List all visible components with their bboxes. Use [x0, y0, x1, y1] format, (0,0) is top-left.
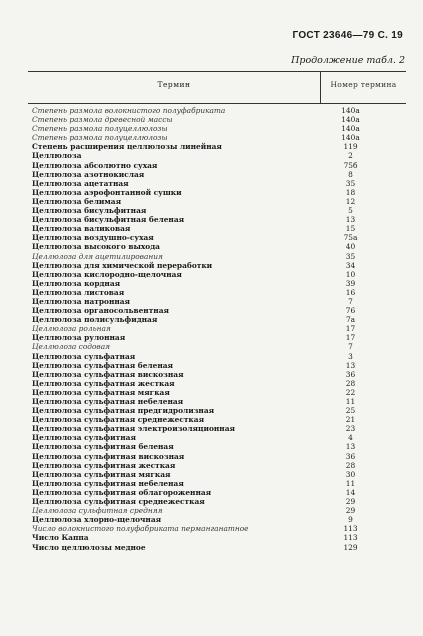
table-row [32, 142, 406, 151]
term-cell: Целлюлоза сульфатная беленая [32, 360, 173, 370]
table-row [32, 224, 406, 233]
term-number-cell: 21 [345, 415, 356, 425]
term-number-cell: 4 [348, 433, 353, 443]
table-row [32, 461, 406, 470]
term-number-cell: 113 [343, 524, 358, 534]
table-row [32, 206, 406, 215]
column-header-number: Номер термина [330, 80, 397, 89]
term-number-cell: 40 [345, 242, 356, 252]
term-number-cell: 7а [345, 315, 356, 325]
table-row [32, 479, 406, 488]
term-number-cell: 12 [345, 196, 356, 206]
table-row [32, 415, 406, 424]
term-cell: Целлюлоза сульфатная мягкая [32, 387, 170, 397]
table-row [32, 442, 406, 451]
term-number-cell: 28 [345, 378, 356, 388]
term-cell: Целлюлоза сульфатная предгидролизная [32, 406, 215, 416]
table-row [32, 179, 406, 188]
term-number-cell: 3 [348, 351, 353, 361]
table-row [32, 161, 406, 170]
term-number-cell: 2 [348, 151, 353, 161]
term-number-cell: 13 [345, 360, 356, 370]
term-cell: Целлюлоза рольная [32, 324, 111, 334]
term-cell: Целлюлоза сульфитная облагороженная [32, 487, 212, 497]
term-cell: Целлюлоза сульфатная жесткая [32, 378, 175, 388]
table-row [32, 151, 406, 160]
term-number-cell: 36 [345, 451, 356, 461]
table-row [32, 242, 406, 251]
table-continuation-label: Продолжение табл. 2 [291, 55, 405, 66]
table-top-rule [28, 71, 406, 72]
term-number-cell: 17 [345, 324, 356, 334]
term-number-cell: 35 [345, 251, 356, 261]
table-body [32, 106, 406, 552]
table-row [32, 315, 406, 324]
term-number-cell: 29 [345, 497, 356, 507]
term-cell: Целлюлоза [32, 151, 82, 161]
term-cell: Целлюлоза содовая [32, 342, 111, 352]
term-cell: Целлюлоза валиковая [32, 224, 131, 234]
table-row [32, 370, 406, 379]
term-cell: Целлюлоза сульфатная электроизоляционная [32, 424, 235, 434]
table-row [32, 397, 406, 406]
term-cell: Целлюлоза сульфатная среднежесткая [32, 415, 205, 425]
term-cell: Целлюлоза кордная [32, 278, 121, 288]
term-cell: Целлюлоза сульфитная беленая [32, 442, 174, 452]
term-cell: Целлюлоза кислородно-щелочная [32, 269, 182, 279]
term-cell: Целлюлоза воздушно-сухая [32, 233, 154, 243]
term-cell: Целлюлоза для химической переработки [32, 260, 213, 270]
table-row [32, 188, 406, 197]
term-number-cell: 36 [345, 369, 356, 379]
term-number-cell: 25 [345, 406, 356, 416]
term-number-cell: 34 [345, 260, 356, 270]
term-cell: Целлюлоза листовая [32, 287, 125, 297]
term-number-cell: 39 [345, 278, 356, 288]
term-number-cell: 140а [341, 115, 360, 125]
term-cell: Целлюлоза высокого выхода [32, 242, 160, 252]
table-row [32, 506, 406, 515]
table-row [32, 424, 406, 433]
term-number-cell: 75а [343, 233, 358, 243]
term-cell: Степень размола полуцеллюлозы [32, 133, 168, 143]
table-row [32, 233, 406, 242]
table-row [32, 170, 406, 179]
term-cell: Число целлюлозы медное [32, 542, 146, 552]
term-number-cell: 76 [345, 306, 356, 316]
term-number-cell: 129 [343, 542, 358, 552]
table-row [32, 543, 406, 552]
term-number-cell: 13 [345, 215, 356, 225]
table-row [32, 515, 406, 524]
table-row [32, 215, 406, 224]
table-row [32, 252, 406, 261]
table-header-rule [28, 103, 406, 104]
term-cell: Целлюлоза сульфитная среднежесткая [32, 497, 205, 507]
term-cell: Степень расширения целлюлозы линейная [32, 142, 222, 152]
term-number-cell: 17 [345, 333, 356, 343]
table-row [32, 470, 406, 479]
table-row [32, 379, 406, 388]
term-number-cell: 16 [345, 287, 356, 297]
table-row [32, 497, 406, 506]
table-row [32, 261, 406, 270]
table-row [32, 333, 406, 342]
term-cell: Целлюлоза для ацетилирования [32, 251, 163, 261]
term-cell: Целлюлоза сульфитная средняя [32, 506, 163, 516]
term-cell: Целлюлоза ацетатная [32, 178, 129, 188]
table-row [32, 406, 406, 415]
term-number-cell: 11 [345, 478, 356, 488]
term-number-cell: 14 [345, 487, 356, 497]
term-number-cell: 35 [345, 178, 356, 188]
table-row [32, 361, 406, 370]
term-number-cell: 140а [341, 106, 360, 115]
term-cell: Число Каппа [32, 533, 89, 543]
table-row [32, 270, 406, 279]
term-cell: Целлюлоза бисульфитная беленая [32, 215, 185, 225]
table-row [32, 452, 406, 461]
term-number-cell: 23 [345, 424, 356, 434]
term-number-cell: 22 [345, 387, 356, 397]
term-cell: Целлюлоза сульфитная вискозная [32, 451, 185, 461]
term-number-cell: 119 [343, 142, 358, 152]
term-number-cell: 5 [348, 206, 353, 216]
term-number-cell: 113 [343, 533, 358, 543]
term-number-cell: 8 [348, 169, 353, 179]
term-number-cell: 10 [345, 269, 356, 279]
term-cell: Степень размола полуцеллюлозы [32, 124, 168, 134]
table-row [32, 133, 406, 142]
term-cell: Целлюлоза абсолютно сухая [32, 160, 158, 170]
term-cell: Целлюлоза сульфатная [32, 351, 136, 361]
term-number-cell: 18 [345, 187, 356, 197]
term-cell: Целлюлоза хлорно-щелочная [32, 515, 162, 525]
table-row [32, 524, 406, 533]
table-row [32, 433, 406, 442]
term-cell: Целлюлоза полисульфидная [32, 315, 158, 325]
column-header-term: Термин [157, 80, 191, 89]
table-row [32, 279, 406, 288]
table-row [32, 533, 406, 542]
table-row [32, 115, 406, 124]
page-header: ГОСТ 23646—79 С. 19 [292, 30, 403, 41]
term-number-cell: 28 [345, 460, 356, 470]
term-cell: Целлюлоза сульфитная небеленая [32, 478, 184, 488]
term-number-cell: 7 [348, 342, 353, 352]
term-cell: Целлюлоза сульфитная мягкая [32, 469, 171, 479]
table-row [32, 342, 406, 351]
term-cell: Целлюлоза бисульфитная [32, 206, 147, 216]
term-number-cell: 140а [341, 124, 360, 134]
term-number-cell: 140а [341, 133, 360, 143]
term-number-cell: 9 [348, 515, 353, 525]
table-row [32, 288, 406, 297]
term-number-cell: 30 [345, 469, 356, 479]
term-cell: Целлюлоза сульфитная жесткая [32, 460, 176, 470]
term-number-cell: 75б [343, 160, 358, 170]
table-row [32, 297, 406, 306]
term-cell: Целлюлоза азотнокислая [32, 169, 145, 179]
term-cell: Целлюлоза натронная [32, 296, 131, 306]
term-cell: Целлюлоза рулонная [32, 333, 126, 343]
table-row [32, 106, 406, 115]
table-row [32, 306, 406, 315]
term-cell: Целлюлоза сульфатная вискозная [32, 369, 184, 379]
table-row [32, 488, 406, 497]
term-cell: Целлюлоза белимая [32, 196, 122, 206]
term-cell: Целлюлоза аэрофонтанной сушки [32, 187, 182, 197]
term-cell: Целлюлоза сульфатная небеленая [32, 397, 184, 406]
term-number-cell: 13 [345, 442, 356, 452]
term-cell: Целлюлоза органосольвентная [32, 306, 169, 316]
term-number-cell: 29 [345, 506, 356, 516]
term-number-cell: 7 [348, 296, 353, 306]
table-row [32, 352, 406, 361]
term-cell: Целлюлоза сульфитная [32, 433, 136, 443]
term-cell: Степень размола волокнистого полуфабриката [32, 106, 226, 115]
table-row [32, 324, 406, 333]
table-row [32, 197, 406, 206]
table-row [32, 388, 406, 397]
term-cell: Степень размола древесной массы [32, 115, 173, 125]
table-row [32, 124, 406, 133]
term-number-cell: 15 [345, 224, 356, 234]
term-number-cell: 11 [345, 397, 356, 406]
term-cell: Число волокнистого полуфабриката перманганатное [32, 524, 249, 534]
